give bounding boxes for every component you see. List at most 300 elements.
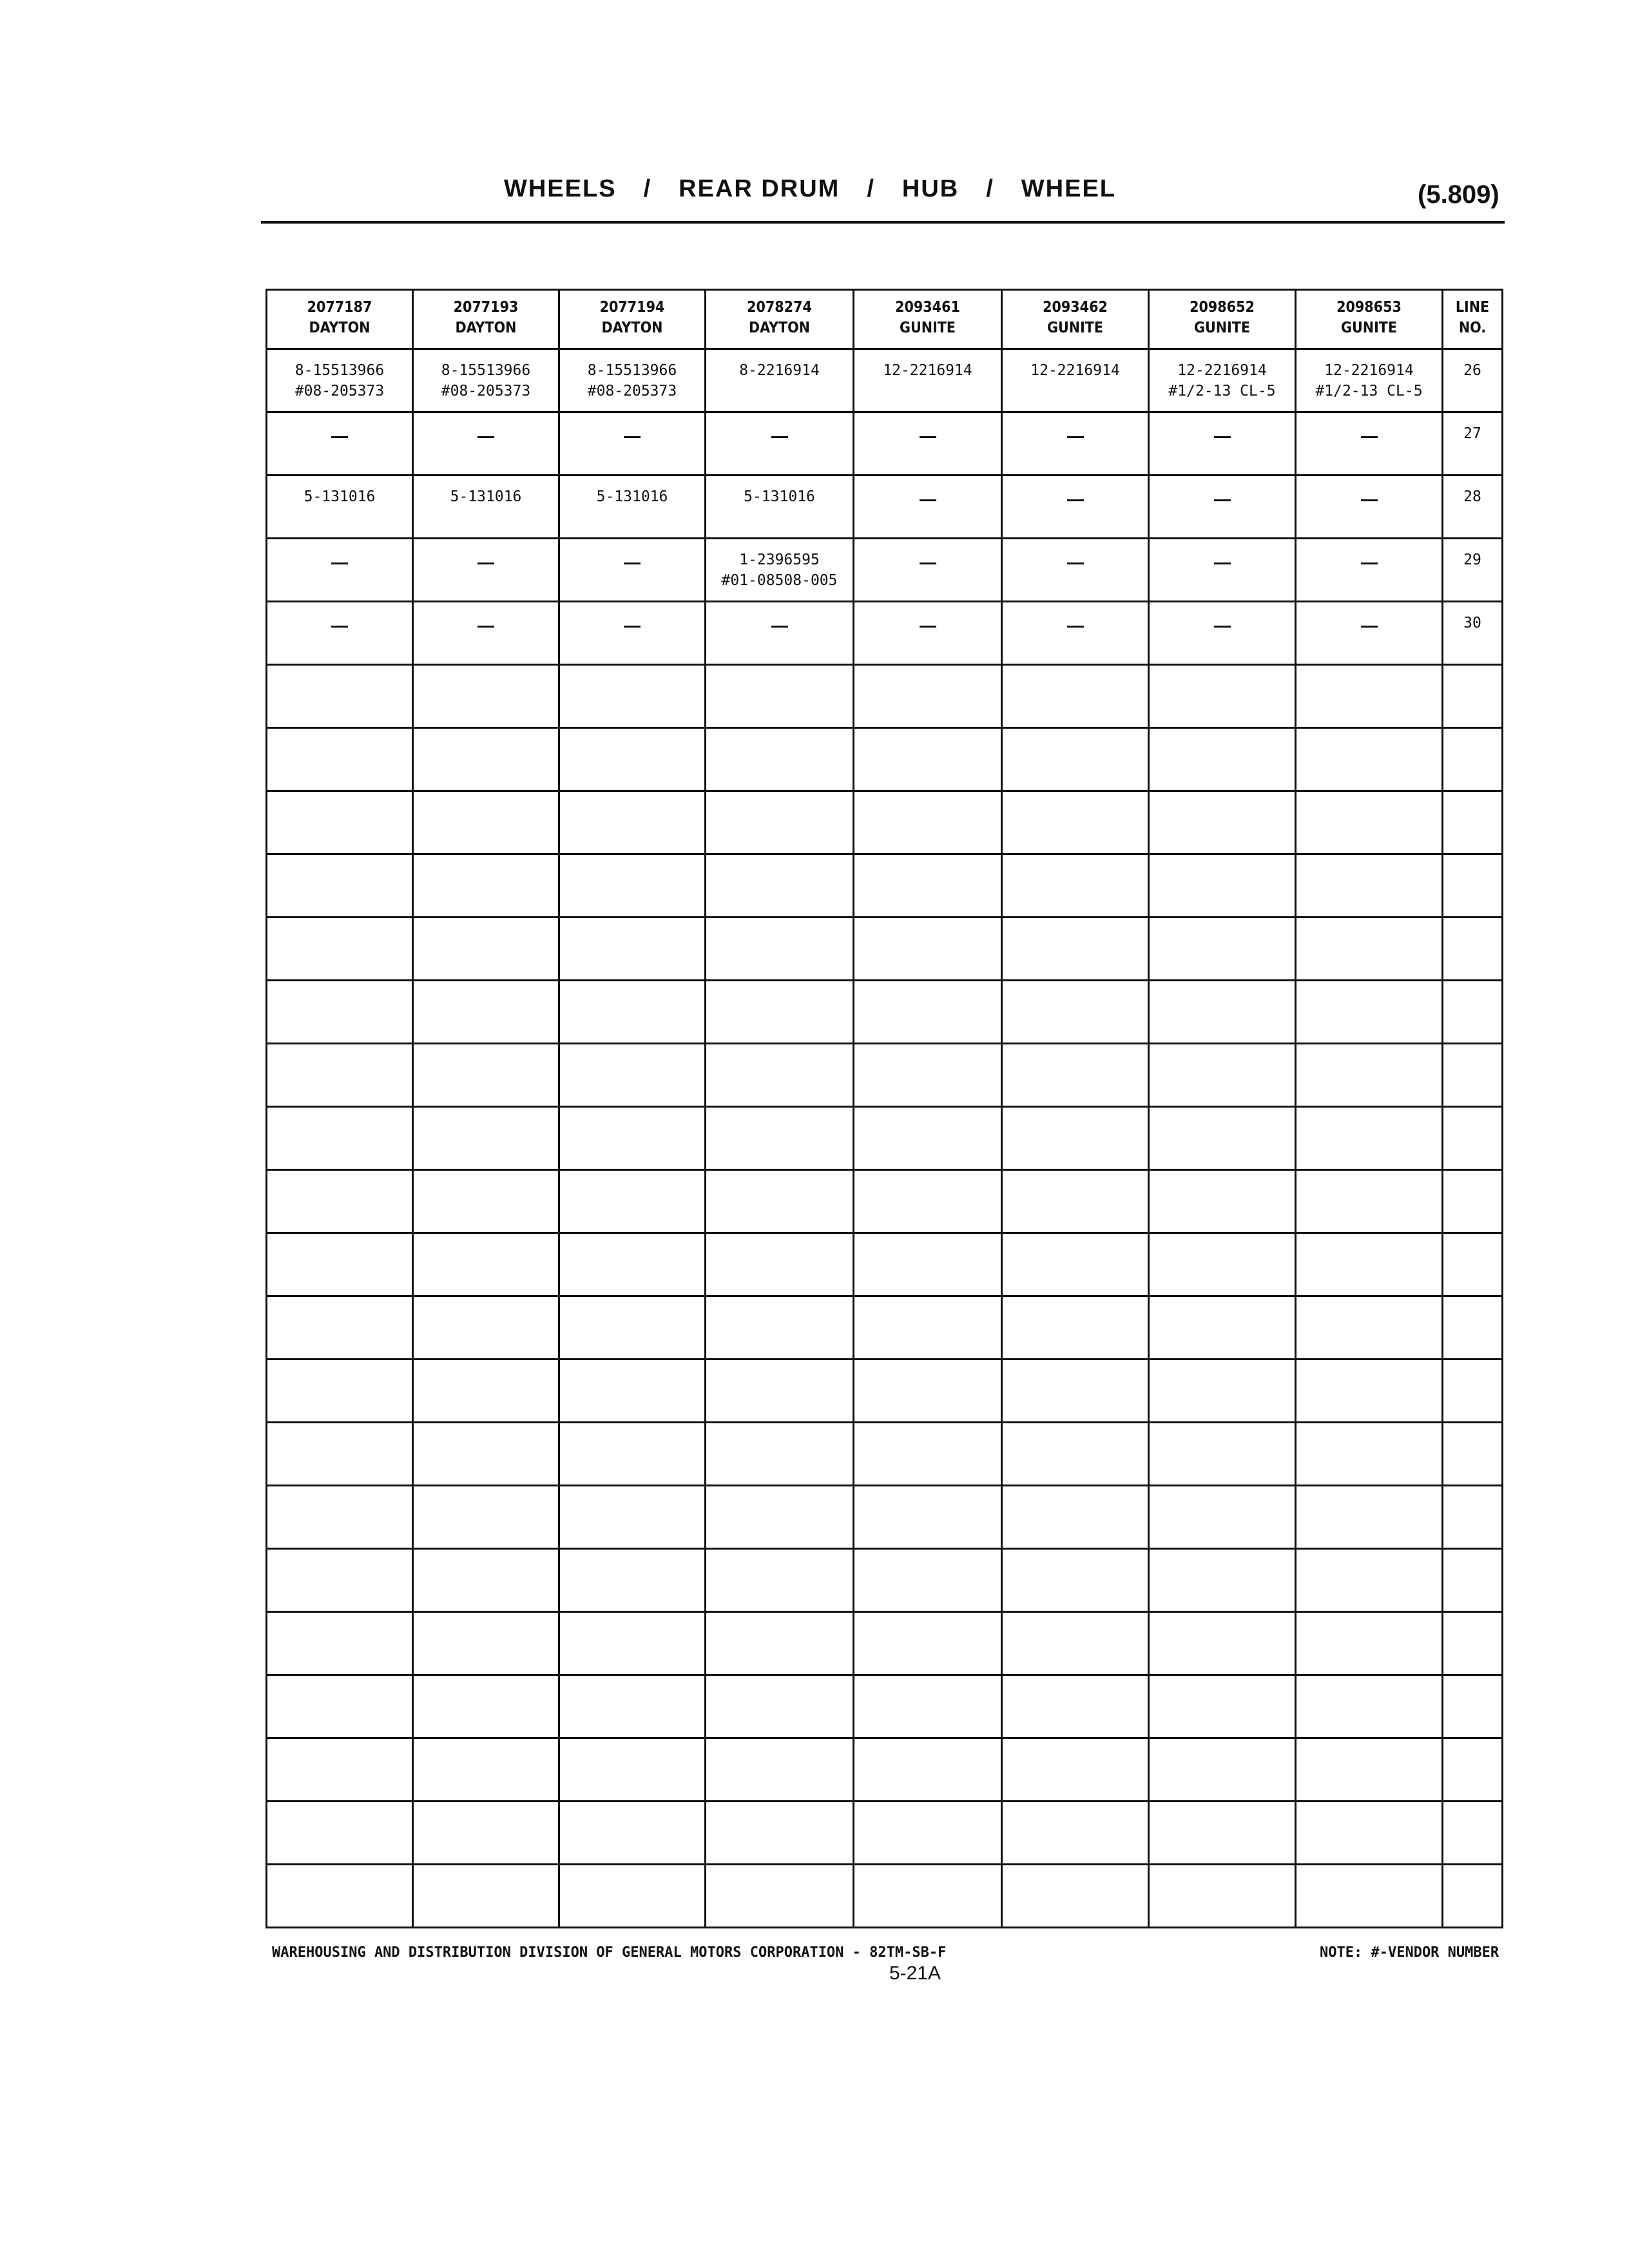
empty-cell — [1296, 1044, 1443, 1107]
table-cell — [854, 602, 1002, 665]
table-cell — [559, 602, 706, 665]
empty-cell — [1149, 918, 1296, 981]
column-header — [559, 290, 706, 349]
empty-cell — [1149, 1044, 1296, 1107]
empty-cell — [1002, 1549, 1149, 1612]
empty-table-row — [267, 1802, 1503, 1865]
empty-table-row — [267, 1107, 1503, 1170]
cell-text: #1/2-13 CL-5 — [1315, 383, 1423, 399]
table-cell — [1296, 539, 1443, 602]
empty-cell — [1443, 1612, 1503, 1675]
column-vendor: DAYTON — [309, 320, 371, 336]
empty-cell — [706, 1233, 854, 1296]
empty-cell — [706, 1549, 854, 1612]
empty-cell — [413, 1675, 559, 1738]
table-cell — [413, 349, 559, 412]
page-number: 5-21A — [889, 1963, 941, 1984]
empty-cell — [559, 1675, 706, 1738]
dash-mark — [624, 626, 641, 628]
table-cell — [854, 412, 1002, 476]
empty-cell — [854, 854, 1002, 918]
empty-cell — [1002, 1486, 1149, 1549]
empty-cell — [267, 854, 413, 918]
empty-cell — [1296, 1296, 1443, 1360]
empty-cell — [706, 1486, 854, 1549]
table-row — [267, 602, 1503, 665]
table-row — [267, 412, 1503, 476]
empty-cell — [706, 1423, 854, 1486]
table-cell — [559, 349, 706, 412]
table-cell — [1002, 539, 1149, 602]
empty-cell — [559, 1233, 706, 1296]
section-number: (5.809) — [1418, 180, 1499, 209]
empty-table-row — [267, 1360, 1503, 1423]
dash-mark — [920, 499, 936, 501]
empty-cell — [854, 1802, 1002, 1865]
table-cell — [267, 476, 413, 539]
line-number: 30 — [1443, 602, 1503, 665]
column-header — [1002, 290, 1149, 349]
empty-cell — [854, 1360, 1002, 1423]
empty-cell — [706, 1865, 854, 1928]
empty-cell — [706, 981, 854, 1044]
empty-table-row — [267, 854, 1503, 918]
empty-cell — [1002, 1296, 1149, 1360]
empty-cell — [1149, 1107, 1296, 1170]
empty-cell — [1149, 1360, 1296, 1423]
empty-cell — [1149, 665, 1296, 728]
empty-cell — [1443, 1675, 1503, 1738]
cell-text: 5-131016 — [304, 488, 376, 505]
empty-cell — [854, 728, 1002, 791]
empty-cell — [1149, 1549, 1296, 1612]
empty-table-row — [267, 1296, 1503, 1360]
empty-cell — [1296, 1107, 1443, 1170]
line-number: 27 — [1443, 412, 1503, 476]
empty-cell — [1002, 791, 1149, 854]
empty-cell — [267, 1233, 413, 1296]
column-part-number: 2077194 — [599, 299, 665, 316]
cell-text: 5-131016 — [450, 488, 522, 505]
empty-cell — [854, 1612, 1002, 1675]
empty-cell — [559, 1107, 706, 1170]
empty-cell — [559, 665, 706, 728]
line-number: 26 — [1443, 349, 1503, 412]
table-cell — [267, 349, 413, 412]
empty-cell — [1002, 854, 1149, 918]
empty-table-row — [267, 1675, 1503, 1738]
dash-mark — [477, 626, 494, 628]
dash-mark — [1361, 562, 1378, 564]
column-part-number: 2077187 — [307, 299, 372, 316]
line-header-text: LINE — [1455, 299, 1490, 316]
empty-cell — [1296, 918, 1443, 981]
empty-cell — [413, 1802, 559, 1865]
empty-cell — [559, 1738, 706, 1802]
empty-cell — [854, 1486, 1002, 1549]
empty-cell — [1443, 1296, 1503, 1360]
dash-mark — [1214, 626, 1231, 628]
empty-table-row — [267, 1738, 1503, 1802]
empty-cell — [559, 1170, 706, 1233]
empty-cell — [1296, 1865, 1443, 1928]
empty-cell — [1443, 1170, 1503, 1233]
dash-mark — [920, 626, 936, 628]
empty-table-row — [267, 1044, 1503, 1107]
empty-cell — [706, 1738, 854, 1802]
empty-cell — [413, 854, 559, 918]
column-vendor: GUNITE — [1340, 320, 1398, 336]
empty-cell — [413, 1107, 559, 1170]
empty-cell — [413, 665, 559, 728]
table-cell — [1296, 476, 1443, 539]
column-header — [854, 290, 1002, 349]
table-cell — [1149, 349, 1296, 412]
footer-publisher: WAREHOUSING AND DISTRIBUTION DIVISION OF GENERAL MOTORS CORPORATION - 82TM-SB-F — [272, 1945, 947, 1961]
table-cell — [706, 539, 854, 602]
empty-cell — [413, 1233, 559, 1296]
table-cell — [267, 602, 413, 665]
empty-cell — [267, 665, 413, 728]
column-part-number: 2077193 — [453, 299, 519, 316]
table-cell — [1296, 349, 1443, 412]
empty-cell — [1149, 1233, 1296, 1296]
empty-cell — [267, 918, 413, 981]
empty-cell — [559, 1549, 706, 1612]
cell-text: 5-131016 — [596, 488, 668, 505]
empty-cell — [854, 918, 1002, 981]
empty-cell — [854, 1675, 1002, 1738]
empty-cell — [1002, 1360, 1149, 1423]
column-header — [413, 290, 559, 349]
dash-mark — [331, 626, 348, 628]
column-vendor: DAYTON — [601, 320, 663, 336]
empty-cell — [413, 791, 559, 854]
empty-cell — [706, 791, 854, 854]
empty-cell — [1296, 1675, 1443, 1738]
empty-cell — [1296, 1738, 1443, 1802]
empty-cell — [1443, 854, 1503, 918]
empty-table-row — [267, 728, 1503, 791]
empty-cell — [1149, 1865, 1296, 1928]
empty-cell — [267, 981, 413, 1044]
empty-cell — [267, 1423, 413, 1486]
table-cell — [706, 412, 854, 476]
empty-cell — [559, 918, 706, 981]
table-cell — [1149, 539, 1296, 602]
empty-cell — [267, 1107, 413, 1170]
empty-cell — [1443, 1802, 1503, 1865]
empty-cell — [1443, 1044, 1503, 1107]
empty-cell — [1002, 981, 1149, 1044]
table-cell — [1296, 412, 1443, 476]
dash-mark — [1214, 499, 1231, 501]
table-cell — [1002, 602, 1149, 665]
empty-cell — [1149, 1296, 1296, 1360]
empty-cell — [413, 918, 559, 981]
empty-cell — [1002, 1675, 1149, 1738]
empty-cell — [559, 1802, 706, 1865]
empty-cell — [413, 1170, 559, 1233]
parts-table — [265, 289, 1503, 1928]
empty-cell — [559, 1612, 706, 1675]
empty-cell — [1149, 728, 1296, 791]
empty-table-row — [267, 665, 1503, 728]
empty-cell — [854, 1423, 1002, 1486]
dash-mark — [331, 436, 348, 438]
column-vendor: GUNITE — [1193, 320, 1251, 336]
empty-cell — [1002, 1044, 1149, 1107]
empty-cell — [559, 1296, 706, 1360]
cell-text: 1-2396595 — [739, 552, 820, 568]
empty-cell — [1149, 1738, 1296, 1802]
cell-text: 12-2216914 — [1324, 362, 1414, 379]
empty-cell — [706, 1675, 854, 1738]
empty-table-row — [267, 1865, 1503, 1928]
cell-text: 8-15513966 — [441, 362, 531, 379]
table-cell — [267, 539, 413, 602]
cell-text: 12-2216914 — [1177, 362, 1267, 379]
table-row — [267, 349, 1503, 412]
empty-cell — [267, 1549, 413, 1612]
table-cell — [413, 412, 559, 476]
cell-text: 12-2216914 — [1030, 362, 1120, 379]
dash-mark — [1361, 626, 1378, 628]
empty-cell — [1149, 854, 1296, 918]
empty-cell — [267, 1612, 413, 1675]
table-row — [267, 476, 1503, 539]
cell-text: 5-131016 — [744, 488, 815, 505]
table-cell — [706, 349, 854, 412]
table-cell — [1296, 602, 1443, 665]
empty-cell — [1149, 1423, 1296, 1486]
column-header — [267, 290, 413, 349]
dash-mark — [1361, 499, 1378, 501]
dash-mark — [477, 436, 494, 438]
page-title — [504, 175, 1116, 203]
column-header — [1149, 290, 1296, 349]
empty-cell — [1002, 1170, 1149, 1233]
column-header — [1296, 290, 1443, 349]
cell-text: #08-205373 — [294, 383, 385, 399]
title-separator: / — [867, 175, 875, 202]
line-number: 28 — [1443, 476, 1503, 539]
empty-cell — [267, 791, 413, 854]
empty-cell — [854, 981, 1002, 1044]
column-vendor: GUNITE — [899, 320, 956, 336]
table-cell — [706, 476, 854, 539]
table-cell — [413, 476, 559, 539]
empty-cell — [1443, 1865, 1503, 1928]
empty-cell — [1443, 665, 1503, 728]
empty-cell — [1296, 854, 1443, 918]
empty-cell — [706, 1360, 854, 1423]
empty-cell — [413, 1612, 559, 1675]
empty-cell — [1296, 1360, 1443, 1423]
empty-cell — [706, 1044, 854, 1107]
empty-cell — [267, 1675, 413, 1738]
empty-cell — [706, 918, 854, 981]
empty-cell — [413, 1865, 559, 1928]
empty-cell — [706, 665, 854, 728]
empty-cell — [1002, 1802, 1149, 1865]
empty-cell — [559, 1486, 706, 1549]
empty-cell — [267, 1044, 413, 1107]
empty-cell — [1002, 1612, 1149, 1675]
dash-mark — [477, 562, 494, 564]
empty-cell — [267, 1738, 413, 1802]
empty-cell — [1296, 1486, 1443, 1549]
empty-cell — [413, 1486, 559, 1549]
empty-cell — [1002, 1423, 1149, 1486]
empty-cell — [267, 1170, 413, 1233]
empty-cell — [1149, 1612, 1296, 1675]
empty-cell — [267, 728, 413, 791]
table-row — [267, 539, 1503, 602]
dash-mark — [771, 626, 788, 628]
empty-table-row — [267, 1549, 1503, 1612]
cell-text: #08-205373 — [441, 383, 531, 399]
empty-cell — [854, 1738, 1002, 1802]
column-part-number: 2098652 — [1190, 299, 1255, 316]
empty-cell — [413, 1296, 559, 1360]
dash-mark — [1214, 562, 1231, 564]
empty-cell — [1296, 791, 1443, 854]
dash-mark — [1067, 436, 1084, 438]
empty-table-row — [267, 1612, 1503, 1675]
empty-cell — [1002, 728, 1149, 791]
empty-cell — [1443, 791, 1503, 854]
table-cell — [1149, 602, 1296, 665]
empty-cell — [1002, 1107, 1149, 1170]
empty-cell — [1149, 1170, 1296, 1233]
cell-text: #08-205373 — [587, 383, 677, 399]
empty-cell — [1443, 1360, 1503, 1423]
dash-mark — [1067, 562, 1084, 564]
column-vendor: DAYTON — [749, 320, 810, 336]
empty-table-row — [267, 1486, 1503, 1549]
dash-mark — [1361, 436, 1378, 438]
empty-cell — [1443, 1486, 1503, 1549]
dash-mark — [1067, 499, 1084, 501]
dash-mark — [771, 436, 788, 438]
title-part-hub: HUB — [901, 175, 959, 202]
cell-text: 12-2216914 — [883, 362, 972, 379]
empty-cell — [1443, 981, 1503, 1044]
empty-cell — [706, 1802, 854, 1865]
empty-cell — [413, 1044, 559, 1107]
table-header-row — [267, 290, 1503, 349]
cell-text: #01-08508-005 — [721, 572, 838, 589]
dash-mark — [624, 436, 641, 438]
empty-cell — [559, 1360, 706, 1423]
empty-cell — [1002, 1865, 1149, 1928]
column-part-number: 2093461 — [895, 299, 960, 316]
dash-mark — [920, 562, 936, 564]
empty-cell — [854, 1044, 1002, 1107]
table-cell — [267, 412, 413, 476]
empty-table-row — [267, 791, 1503, 854]
table-cell — [854, 539, 1002, 602]
empty-cell — [1443, 1738, 1503, 1802]
table-cell — [1002, 349, 1149, 412]
empty-cell — [854, 1296, 1002, 1360]
empty-cell — [413, 1549, 559, 1612]
empty-cell — [1443, 1107, 1503, 1170]
empty-cell — [706, 1612, 854, 1675]
empty-cell — [559, 1423, 706, 1486]
empty-cell — [1296, 1802, 1443, 1865]
header-rule — [261, 221, 1505, 224]
empty-cell — [1002, 1233, 1149, 1296]
title-part-wheel: WHEEL — [1021, 175, 1117, 202]
empty-cell — [1149, 1802, 1296, 1865]
empty-cell — [1002, 918, 1149, 981]
table-cell — [559, 412, 706, 476]
empty-cell — [706, 1170, 854, 1233]
empty-cell — [1296, 1233, 1443, 1296]
empty-cell — [1443, 1549, 1503, 1612]
empty-cell — [1296, 981, 1443, 1044]
empty-cell — [706, 1296, 854, 1360]
empty-cell — [1296, 1170, 1443, 1233]
empty-cell — [854, 665, 1002, 728]
empty-cell — [1002, 665, 1149, 728]
empty-cell — [1296, 1549, 1443, 1612]
empty-cell — [413, 728, 559, 791]
empty-cell — [854, 791, 1002, 854]
table-cell — [413, 539, 559, 602]
empty-cell — [1002, 1738, 1149, 1802]
dash-mark — [920, 436, 936, 438]
empty-cell — [267, 1802, 413, 1865]
footer-note: NOTE: #-VENDOR NUMBER — [1320, 1945, 1499, 1961]
title-separator: / — [643, 175, 652, 202]
empty-cell — [706, 1107, 854, 1170]
empty-cell — [559, 791, 706, 854]
empty-cell — [1443, 918, 1503, 981]
table-cell — [854, 349, 1002, 412]
empty-cell — [854, 1170, 1002, 1233]
empty-cell — [559, 1044, 706, 1107]
empty-cell — [1149, 1675, 1296, 1738]
empty-table-row — [267, 918, 1503, 981]
dash-mark — [624, 562, 641, 564]
cell-text: 8-15513966 — [294, 362, 385, 379]
empty-table-row — [267, 1423, 1503, 1486]
empty-table-row — [267, 1233, 1503, 1296]
empty-cell — [1443, 728, 1503, 791]
empty-cell — [1296, 1612, 1443, 1675]
table-cell — [1149, 412, 1296, 476]
empty-cell — [1296, 728, 1443, 791]
empty-cell — [267, 1296, 413, 1360]
cell-text: 8-15513966 — [587, 362, 677, 379]
empty-cell — [854, 1233, 1002, 1296]
empty-cell — [1149, 1486, 1296, 1549]
empty-cell — [267, 1486, 413, 1549]
dash-mark — [331, 562, 348, 564]
empty-cell — [1149, 981, 1296, 1044]
empty-cell — [1443, 1423, 1503, 1486]
empty-cell — [1296, 1423, 1443, 1486]
empty-cell — [1443, 1233, 1503, 1296]
column-vendor: GUNITE — [1046, 320, 1104, 336]
empty-cell — [854, 1865, 1002, 1928]
table-cell — [1002, 476, 1149, 539]
empty-cell — [559, 1865, 706, 1928]
empty-cell — [706, 854, 854, 918]
